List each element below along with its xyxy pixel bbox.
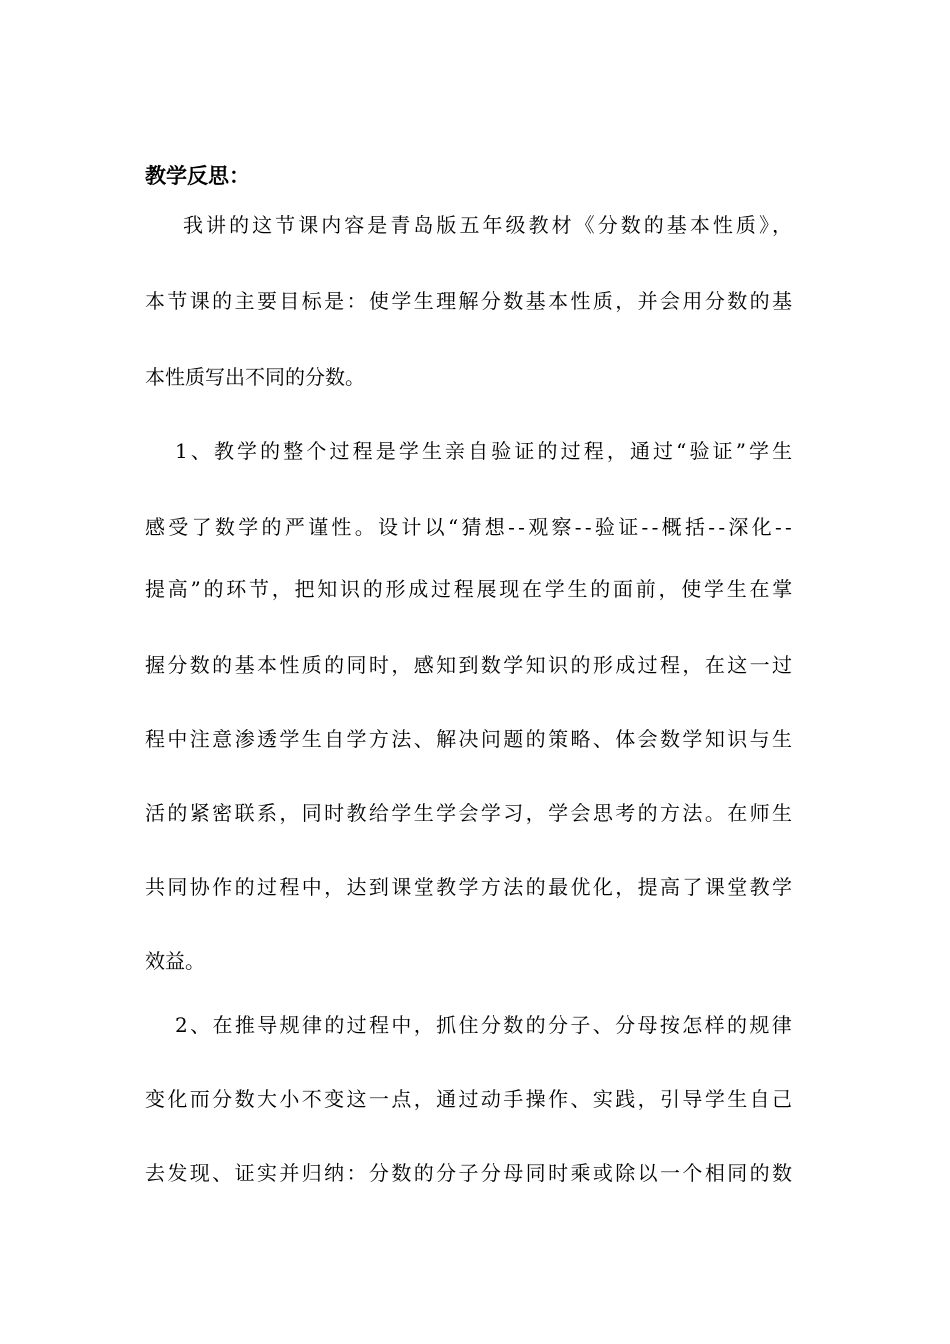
text-line: 握分数的基本性质的同时，感知到数学知识的形成过程，在这一过 <box>145 653 795 677</box>
text-line: 程中注意渗透学生自学方法、解决问题的策略、体会数学知识与生 <box>145 727 795 751</box>
text-line: 效益。 <box>145 949 205 973</box>
section-heading: 教学反思： <box>145 164 250 188</box>
text-line: 我讲的这节课内容是青岛版五年级教材《分数的基本性质》， <box>183 213 796 237</box>
text-line: 活的紧密联系，同时教给学生学会学习，学会思考的方法。在师生 <box>145 801 795 825</box>
text-line: 感受了数学的严谨性。设计以“猜想--观察--验证--概括--深化-- <box>145 515 796 539</box>
text-line: 共同协作的过程中，达到课堂教学方法的最优化，提高了课堂教学 <box>145 875 795 899</box>
text-line: 本节课的主要目标是：使学生理解分数基本性质，并会用分数的基 <box>145 289 795 313</box>
text-line: 本性质写出不同的分数。 <box>145 365 365 389</box>
text-line: 变化而分数大小不变这一点，通过动手操作、实践，引导学生自己 <box>145 1087 795 1111</box>
text-line: 1、教学的整个过程是学生亲自验证的过程，通过“验证”学生 <box>175 439 796 463</box>
text-line: 去发现、证实并归纳：分数的分子分母同时乘或除以一个相同的数 <box>145 1161 795 1185</box>
text-line: 提高”的环节，把知识的形成过程展现在学生的面前，使学生在掌 <box>145 577 795 601</box>
text-line: 2、在推导规律的过程中，抓住分数的分子、分母按怎样的规律 <box>175 1013 795 1037</box>
